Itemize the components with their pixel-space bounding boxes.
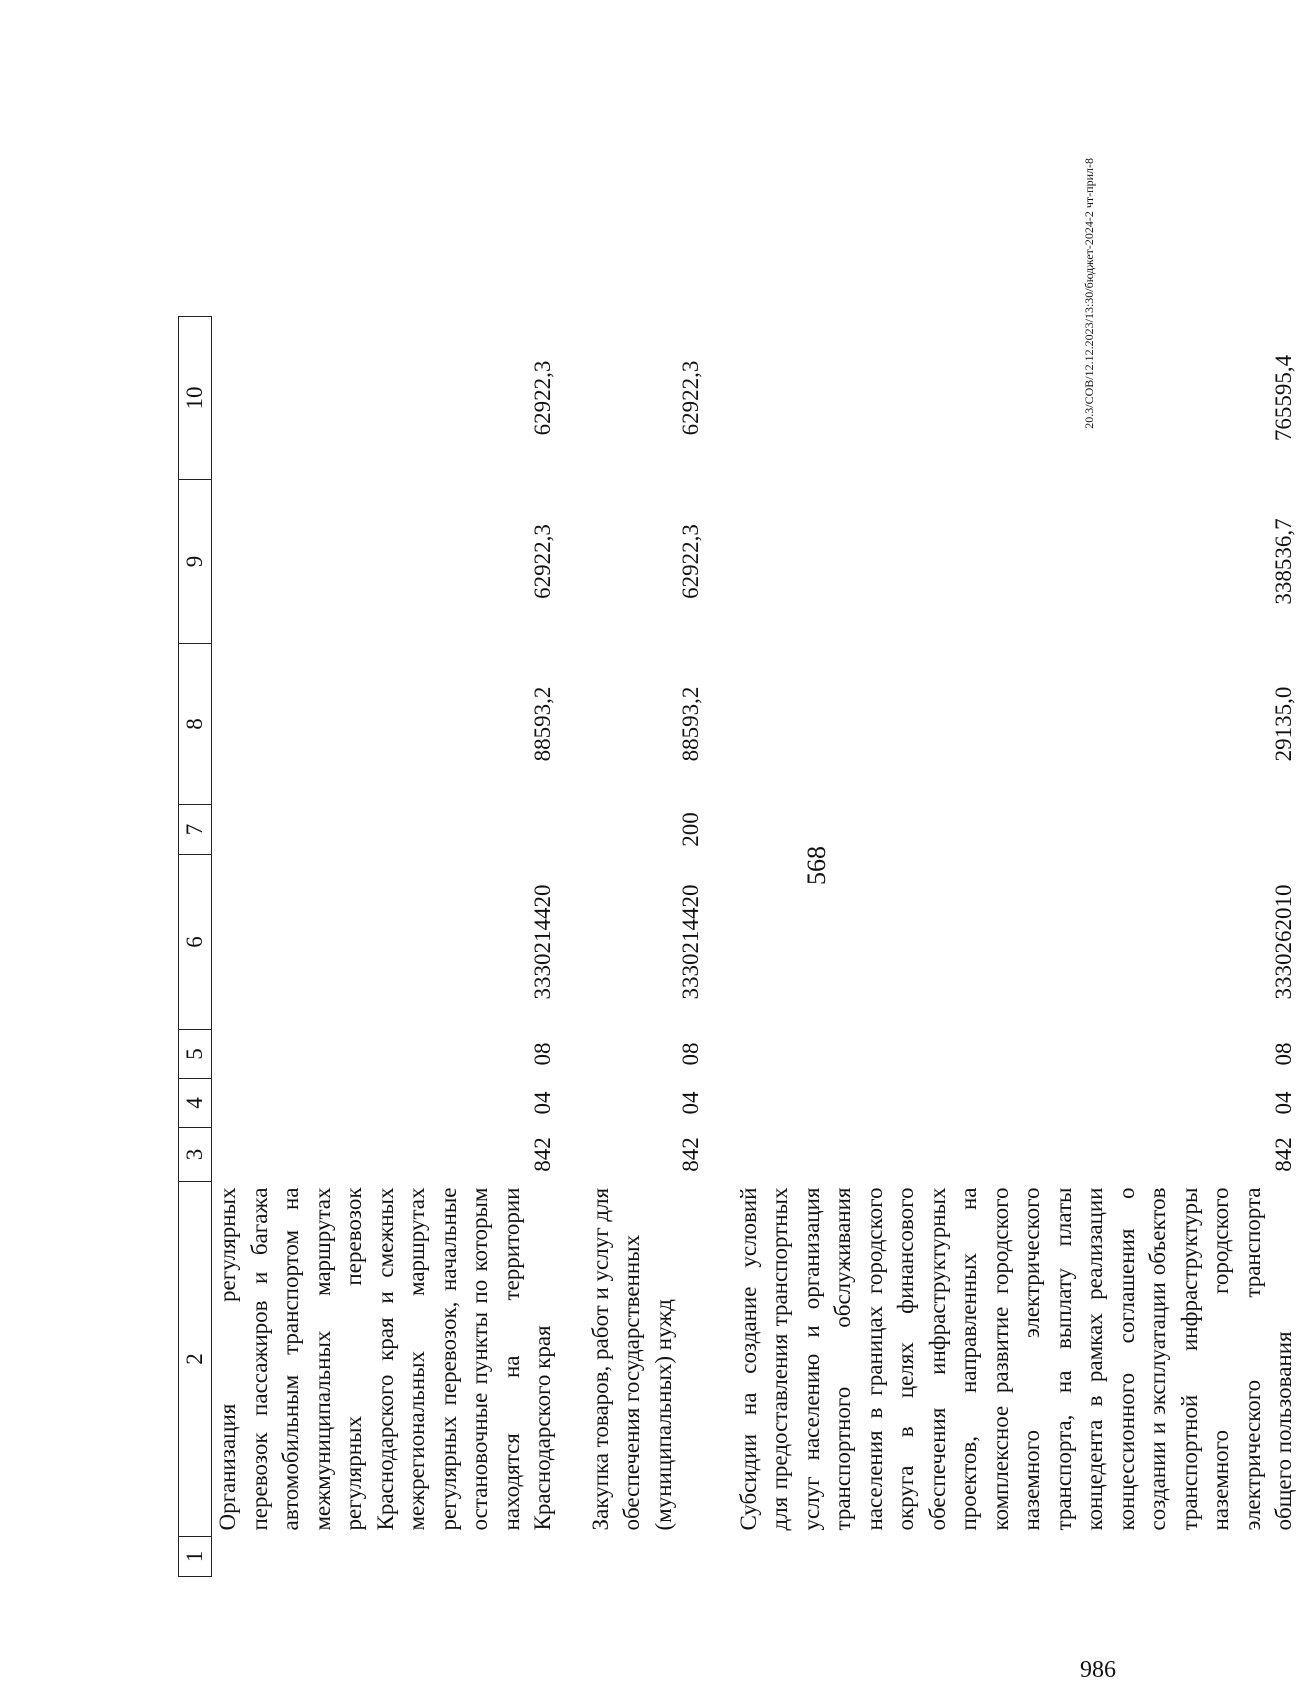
cell-8: 29135,0 xyxy=(1271,686,1296,762)
page-number-top: 568 xyxy=(802,846,831,885)
cell-6: 3330214420 xyxy=(530,884,555,1000)
cell-7 xyxy=(707,805,1300,855)
cell-5: 08 xyxy=(530,1042,555,1066)
cell-3: 842 xyxy=(530,1137,555,1172)
cell-7: 200 xyxy=(678,812,703,847)
cell-description: Субсидии на создание условий для предоставления транспортных услуг населению и организация транспортного обслуживания населения в границах городского округа в целях финансового обеспечения инфраструктурных проектов, направленных на комплексное развитие городского наземного электрического транспорта, на выплату платы концедента в рамках реализации концессионного соглашения о создании и эксплуатации объектов транспортной инфраструктуры наземного городского электрического транспорта общего пользования xyxy=(735,1187,1296,1531)
col-header-2: 2 xyxy=(179,1182,212,1537)
header-row xyxy=(179,317,212,1577)
cell-4: 04 xyxy=(678,1091,703,1115)
cell-4: 04 xyxy=(530,1091,555,1115)
cell-8: 88593,2 xyxy=(530,686,555,762)
col-header-9: 9 xyxy=(179,480,212,644)
cell-9: 338536,7 xyxy=(1271,518,1296,605)
col-header-7: 7 xyxy=(179,805,212,855)
col-header-8: 8 xyxy=(179,644,212,805)
cell-6: 3330262010 xyxy=(1271,884,1296,1000)
cell-description: Организация регулярных перевозок пассажиров и багажа автомобильным транспортом на межмуниципальных маршрутах регулярных перевозок Краснодарского края и смежных межрегиональных маршрутах регулярных перевозок, начальные остановочные пункты по которым находятся на территории Краснодарского края xyxy=(215,1187,555,1531)
cell-8: 88593,2 xyxy=(678,686,703,762)
cell-10: 765595,4 xyxy=(1271,354,1296,442)
footer-code: 20.3/СОВ/12.12.2023/13:30/бюджет-2024-2 чт-прил-8 xyxy=(1082,158,1096,429)
cell-5: 08 xyxy=(1271,1042,1296,1066)
cell-1 xyxy=(212,1537,559,1577)
col-header-4: 4 xyxy=(179,1079,212,1128)
cell-9: 62922,3 xyxy=(530,524,555,599)
col-header-1: 1 xyxy=(179,1537,212,1577)
cell-6: 3330214420 xyxy=(678,884,703,1000)
cell-1 xyxy=(707,1537,1300,1577)
cell-5: 08 xyxy=(678,1042,703,1066)
cell-10: 62922,3 xyxy=(530,360,555,436)
table-row xyxy=(707,317,1300,1577)
cell-3: 842 xyxy=(1271,1137,1296,1172)
col-header-6: 6 xyxy=(179,855,212,1030)
cell-7 xyxy=(212,805,559,855)
cell-3: 842 xyxy=(678,1137,703,1172)
table-row xyxy=(212,317,559,1577)
cell-description: Закупка товаров, работ и услуг для обеспечения государственных (муниципальных) нужд xyxy=(587,1187,676,1531)
col-header-5: 5 xyxy=(179,1030,212,1079)
cell-10: 62922,3 xyxy=(678,360,703,436)
cell-4: 04 xyxy=(1271,1091,1296,1115)
col-header-10: 10 xyxy=(179,317,212,480)
table-row xyxy=(559,317,707,1577)
budget-table xyxy=(178,316,1300,1577)
cell-9: 62922,3 xyxy=(678,524,703,599)
page-number-bottom: 986 xyxy=(1080,1657,1116,1683)
col-header-3: 3 xyxy=(179,1128,212,1182)
cell-1 xyxy=(559,1537,707,1577)
